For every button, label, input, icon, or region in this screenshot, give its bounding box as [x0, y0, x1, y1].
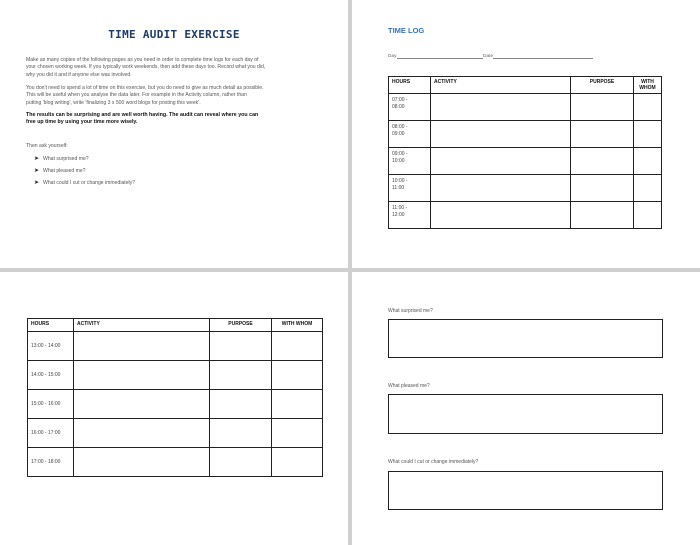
table-header-row: [389, 77, 662, 94]
header-activity: ACTIVITY: [74, 319, 210, 332]
with-whom-cell[interactable]: [272, 390, 323, 419]
table-row: [389, 121, 662, 148]
hour-start: 09:00 -: [392, 151, 408, 157]
with-whom-cell[interactable]: [272, 419, 323, 448]
hour-start: 11:00 -: [392, 205, 408, 211]
header-activity: ACTIVITY: [431, 77, 571, 94]
with-whom-cell[interactable]: [272, 361, 323, 390]
activity-cell[interactable]: [74, 332, 210, 361]
hour-cell: 15:00 - 16:00: [28, 390, 74, 419]
activity-cell[interactable]: [431, 121, 571, 148]
purpose-cell[interactable]: [571, 94, 634, 121]
date-label: Date: [483, 54, 494, 59]
hour-end: 11:00: [392, 184, 405, 191]
activity-cell[interactable]: [431, 202, 571, 229]
text-line: This will be useful when you analyse the data later. For example in the Activity column, rather than: [26, 92, 247, 99]
intro-paragraph-2: [26, 85, 326, 107]
hour-end: 08:00: [392, 103, 405, 110]
header-purpose: PURPOSE: [210, 319, 272, 332]
hour-end: 10:00: [392, 157, 405, 164]
text-line: why you did it and if anyone else was involved.: [26, 71, 132, 78]
hour-end: 12:00: [392, 211, 405, 218]
table-row: [28, 448, 323, 477]
text-line: your chosen working week. If you typically work weekends, then add these days too. Record what you did,: [26, 64, 266, 71]
hour-cell: 16:00 - 17:00: [28, 419, 74, 448]
time-log-table-afternoon: [27, 318, 323, 477]
arrow-bullet-icon: ➤: [34, 180, 40, 186]
text-line: You don't need to spend a lot of time on this exercise, but you do need to give as much detail as possible.: [26, 85, 264, 91]
table-row: [28, 361, 323, 390]
with-whom-cell[interactable]: [272, 448, 323, 477]
date-field[interactable]: [483, 53, 593, 59]
table-row: [389, 94, 662, 121]
table-row: [28, 332, 323, 361]
bullet-text: What could I cut or change immediately?: [43, 180, 136, 186]
header-hours: HOURS: [28, 319, 74, 332]
question-label: What surprised me?: [388, 308, 433, 314]
table-row: [389, 175, 662, 202]
header-purpose: PURPOSE: [571, 77, 634, 94]
text-line: Make as many copies of the following pages as you need in order to complete time logs for each day of: [26, 57, 259, 63]
hour-start: 08:00 -: [392, 124, 408, 130]
surprised-answer-box[interactable]: [388, 319, 663, 358]
hour-cell: [389, 202, 431, 229]
activity-cell[interactable]: [74, 361, 210, 390]
day-field[interactable]: [388, 53, 483, 59]
arrow-bullet-icon: ➤: [34, 168, 40, 174]
bullet-item: [34, 155, 89, 162]
hour-cell: [389, 148, 431, 175]
time-log-table-morning: [388, 76, 662, 229]
header-with-whom: WITH WHOM: [272, 319, 323, 332]
with-whom-cell[interactable]: [634, 202, 662, 229]
with-whom-cell[interactable]: [634, 175, 662, 202]
header-with-whom: WITH WHOM: [634, 77, 662, 94]
activity-cell[interactable]: [431, 148, 571, 175]
hour-cell: [389, 94, 431, 121]
purpose-cell[interactable]: [210, 332, 272, 361]
hour-start: 07:00 -: [392, 97, 408, 103]
activity-cell[interactable]: [74, 448, 210, 477]
page-time-log: [352, 0, 700, 268]
table-row: [28, 390, 323, 419]
table-row: [389, 202, 662, 229]
activity-cell[interactable]: [431, 175, 571, 202]
hour-cell: 13:00 - 14:00: [28, 332, 74, 361]
with-whom-cell[interactable]: [634, 148, 662, 175]
activity-cell[interactable]: [74, 390, 210, 419]
bullet-text: What surprised me?: [43, 156, 89, 162]
page-title: TIME AUDIT EXERCISE: [108, 28, 240, 41]
question-label: What pleased me?: [388, 383, 430, 389]
table-row: [389, 148, 662, 175]
intro-bold-paragraph: [26, 112, 326, 127]
day-label: Day: [388, 54, 397, 59]
hour-cell: 17:00 - 18:00: [28, 448, 74, 477]
date-underline: [493, 53, 593, 59]
question-label: What could I cut or change immediately?: [388, 459, 479, 465]
hour-start: 10:00 -: [392, 178, 408, 184]
purpose-cell[interactable]: [210, 419, 272, 448]
day-underline: [397, 53, 483, 59]
ask-yourself-label: Then ask yourself:: [26, 143, 68, 149]
purpose-cell[interactable]: [571, 202, 634, 229]
purpose-cell[interactable]: [210, 361, 272, 390]
with-whom-cell[interactable]: [272, 332, 323, 361]
purpose-cell[interactable]: [210, 390, 272, 419]
purpose-cell[interactable]: [571, 148, 634, 175]
purpose-cell[interactable]: [210, 448, 272, 477]
hour-cell: 14:00 - 15:00: [28, 361, 74, 390]
time-log-title: TIME LOG: [388, 26, 425, 35]
page-intro: [0, 0, 348, 268]
pleased-answer-box[interactable]: [388, 394, 663, 434]
purpose-cell[interactable]: [571, 121, 634, 148]
activity-cell[interactable]: [74, 419, 210, 448]
table-row: [28, 419, 323, 448]
hour-end: 09:00: [392, 130, 405, 137]
bullet-text: What pleased me?: [43, 168, 86, 174]
activity-cell[interactable]: [431, 94, 571, 121]
with-whom-cell[interactable]: [634, 94, 662, 121]
cut-change-answer-box[interactable]: [388, 471, 663, 510]
text-line: putting 'blog writing', write 'finalizing 3 x 500 word blogs for posting this week'.: [26, 99, 201, 106]
page-time-log-afternoon: [0, 272, 348, 545]
with-whom-cell[interactable]: [634, 121, 662, 148]
header-hours: HOURS: [389, 77, 431, 94]
intro-paragraph-1: [26, 57, 326, 79]
bullet-item: [34, 179, 135, 186]
text-line: The results can be surprising and are well worth having. The audit can reveal where you can: [26, 112, 259, 118]
purpose-cell[interactable]: [571, 175, 634, 202]
text-line: free up time by using your time more wisely.: [26, 119, 138, 126]
hour-cell: [389, 175, 431, 202]
hour-cell: [389, 121, 431, 148]
arrow-bullet-icon: ➤: [34, 156, 40, 162]
table-header-row: [28, 319, 323, 332]
bullet-item: [34, 167, 86, 174]
page-reflection: [352, 272, 700, 545]
